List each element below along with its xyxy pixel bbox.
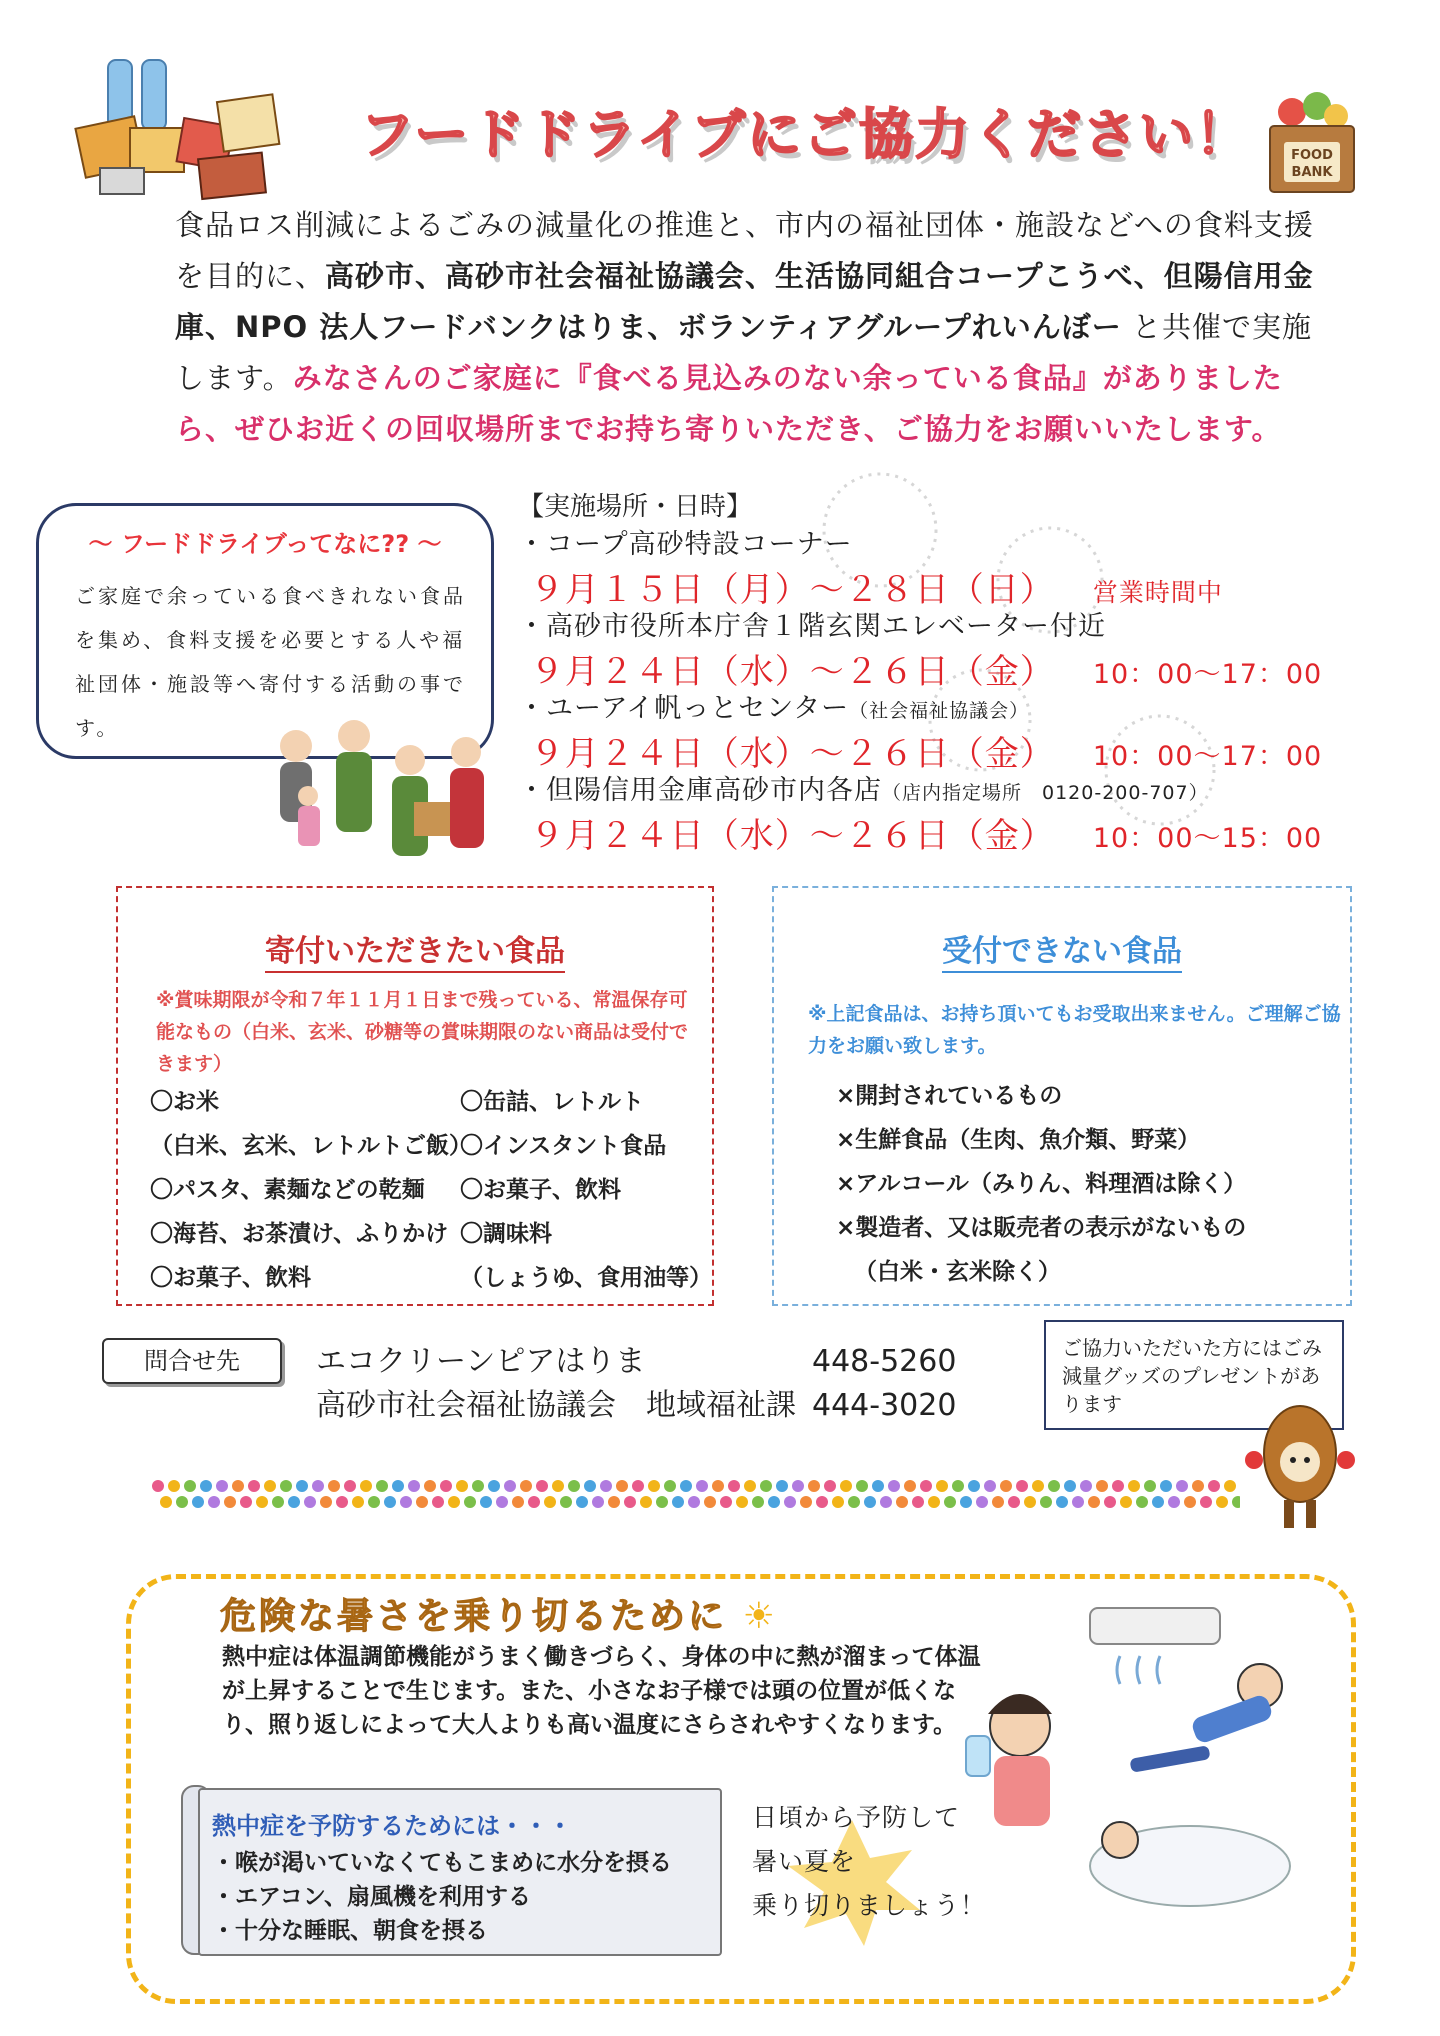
- contact-tel-1: 448-5260: [812, 1344, 957, 1379]
- separator-dot: [728, 1480, 740, 1492]
- bubble-title: ～ フードドライブってなに?? ～: [88, 530, 442, 558]
- bubble-text: ご家庭で余っている食べきれない食品を集め、食料支援を必要とする人や福祉団体・施設等へ寄付する活動の事です。: [75, 584, 466, 740]
- separator-dot: [1168, 1496, 1180, 1508]
- separator-dot: [688, 1496, 700, 1508]
- separator-dot: [1208, 1480, 1220, 1492]
- separator-dot: [1056, 1496, 1068, 1508]
- intro-text-2: と共催で実施します。: [175, 310, 1312, 395]
- separator-dot: [800, 1496, 812, 1508]
- separator-dot: [1152, 1496, 1164, 1508]
- sun-icon: ☀: [742, 1596, 778, 1637]
- separator-dot: [1048, 1480, 1060, 1492]
- separator-dot: [504, 1480, 516, 1492]
- separator-dot: [384, 1496, 396, 1508]
- separator-dot: [736, 1496, 748, 1508]
- separator-dot: [1128, 1480, 1140, 1492]
- list-item: 〇お菓子、飲料: [460, 1177, 621, 1203]
- page-title: フードドライブにご協力ください！: [360, 103, 1252, 166]
- separator-dot: [552, 1480, 564, 1492]
- separator-dot: [1224, 1480, 1236, 1492]
- separator-dot: [512, 1496, 524, 1508]
- volunteers-illustration: [268, 716, 498, 876]
- separator-dot: [1176, 1480, 1188, 1492]
- heatstroke-text: 熱中症は体温調節機能がうまく働きづらく、身体の中に熱が溜まって体温が上昇することで生じます。また、小さなお子様では頭の位置が低くなり、照り返しによって大人よりも高い温度にさらされやすくなります。: [222, 1644, 981, 1738]
- accepted-foods-note: ※賞味期限が令和７年１１月１日まで残っている、常温保存可能なもの（白米、玄米、砂糖等の賞味期限のない商品は受付できます）: [156, 989, 689, 1075]
- separator-dot: [1072, 1496, 1084, 1508]
- separator-dot: [208, 1496, 220, 1508]
- contact-tel-2: 444-3020: [812, 1388, 957, 1423]
- separator-dot: [928, 1496, 940, 1508]
- separator-dot: [296, 1480, 308, 1492]
- separator-dot: [528, 1496, 540, 1508]
- separator-dot: [872, 1480, 884, 1492]
- list-item: 〇パスタ、素麺などの乾麺: [150, 1177, 425, 1203]
- separator-dot: [584, 1480, 596, 1492]
- separator-dot: [944, 1496, 956, 1508]
- list-item: ×アルコール（みりん、料理酒は除く）: [836, 1171, 1247, 1197]
- separator-dot: [936, 1480, 948, 1492]
- separator-dot: [1008, 1496, 1020, 1508]
- separator-dot: [312, 1480, 324, 1492]
- separator-dot: [480, 1496, 492, 1508]
- separator-dot: [976, 1496, 988, 1508]
- accepted-foods-title: 寄付いただきたい食品: [265, 934, 565, 973]
- separator-dot: [1136, 1496, 1148, 1508]
- date-2: ９月２４日（水）～２６日（金） 10：00～17：00: [529, 652, 1323, 692]
- separator-dot: [560, 1496, 572, 1508]
- separator-dot: [744, 1480, 756, 1492]
- list-item: ×製造者、又は販売者の表示がないもの: [836, 1215, 1247, 1241]
- contact-label: 問合せ先: [102, 1338, 282, 1384]
- list-item: （白米、玄米、レトルトご飯）: [150, 1133, 472, 1159]
- separator-dot: [408, 1480, 420, 1492]
- heat-people-illustration: [960, 1596, 1320, 1916]
- separator-dot: [344, 1480, 356, 1492]
- separator-dot: [920, 1480, 932, 1492]
- separator-dot: [792, 1480, 804, 1492]
- separator-dot: [360, 1480, 372, 1492]
- intro-paragraph: [175, 200, 1335, 455]
- date-3: ９月２４日（水）～２６日（金） 10：00～17：00: [529, 734, 1323, 774]
- list-item: （白米・玄米除く）: [854, 1259, 1061, 1285]
- location-1: ・コープ高砂特設コーナー: [518, 529, 853, 560]
- list-item: 〇調味料: [460, 1221, 552, 1247]
- separator-dot: [592, 1496, 604, 1508]
- separator-dot: [824, 1480, 836, 1492]
- list-item: 〇海苔、お茶漬け、ふりかけ: [150, 1221, 449, 1247]
- contact-name-2: 高砂市社会福祉協議会 地域福祉課: [316, 1388, 796, 1423]
- separator-dot: [1016, 1480, 1028, 1492]
- dotted-separator: [150, 1478, 1240, 1512]
- separator-dot: [856, 1480, 868, 1492]
- separator-dot: [264, 1480, 276, 1492]
- separator-dot: [1088, 1496, 1100, 1508]
- gift-notice: ご協力いただいた方にはごみ減量グッズのプレゼントがあります: [1044, 1320, 1344, 1430]
- separator-dot: [392, 1480, 404, 1492]
- separator-dot: [304, 1496, 316, 1508]
- separator-dot: [952, 1480, 964, 1492]
- separator-dot: [600, 1480, 612, 1492]
- separator-dot: [1080, 1480, 1092, 1492]
- rejected-foods-note: ※上記食品は、お持ち頂いてもお受取出来ません。ご理解ご協力をお願い致します。: [808, 1003, 1341, 1057]
- separator-dot: [224, 1496, 236, 1508]
- accepted-foods-right: [460, 1080, 712, 1300]
- food-bank-logo-line2: BANK: [1291, 165, 1333, 180]
- date-1: ９月１５日（月）～２８日（日） 営業時間中: [529, 570, 1223, 610]
- separator-dot: [832, 1496, 844, 1508]
- separator-dot: [240, 1496, 252, 1508]
- intro-organizations: 高砂市、高砂市社会福祉協議会、生活協同組合コープこうべ、但陽信用金庫、NPO 法人フードバンクはりま、ボランティアグループれいんぼー: [175, 259, 1314, 344]
- separator-dot: [272, 1496, 284, 1508]
- separator-dot: [456, 1480, 468, 1492]
- separator-dot: [616, 1480, 628, 1492]
- prevention-title: 熱中症を予防するためには・・・: [212, 1812, 572, 1840]
- separator-dot: [696, 1480, 708, 1492]
- separator-dot: [648, 1480, 660, 1492]
- separator-dot: [448, 1496, 460, 1508]
- separator-dot: [160, 1496, 172, 1508]
- separator-dot: [1104, 1496, 1116, 1508]
- separator-dot: [704, 1496, 716, 1508]
- mascot-illustration: [1240, 1392, 1360, 1542]
- separator-dot: [184, 1480, 196, 1492]
- separator-dot: [376, 1480, 388, 1492]
- separator-dot: [960, 1496, 972, 1508]
- separator-dot: [416, 1496, 428, 1508]
- location-4: ・但陽信用金庫高砂市内各店（店内指定場所 0120-200-707）: [518, 775, 1209, 806]
- separator-dot: [1000, 1480, 1012, 1492]
- separator-dot: [520, 1480, 532, 1492]
- separator-dot: [776, 1480, 788, 1492]
- separator-dot: [432, 1496, 444, 1508]
- contact-list: [316, 1340, 957, 1428]
- time-4: 10：00～15：00: [1092, 823, 1323, 854]
- separator-dot: [320, 1496, 332, 1508]
- separator-dot: [1112, 1480, 1124, 1492]
- contact-name-1: エコクリーンピアはりま: [316, 1344, 646, 1379]
- separator-dot: [752, 1496, 764, 1508]
- separator-dot: [864, 1496, 876, 1508]
- accepted-foods-box: [116, 886, 714, 1306]
- list-item: 〇缶詰、レトルト: [460, 1089, 644, 1115]
- rejected-foods-box: [772, 886, 1352, 1306]
- separator-dot: [328, 1480, 340, 1492]
- separator-dot: [984, 1480, 996, 1492]
- food-bank-box-icon: [1262, 90, 1362, 200]
- time-2: 10：00～17：00: [1092, 659, 1323, 690]
- time-1: 営業時間中: [1092, 578, 1223, 607]
- separator-dot: [656, 1496, 668, 1508]
- summer-message: 日頃から予防して 暑い夏を 乗り切りましょう！: [752, 1803, 987, 1920]
- separator-dot: [672, 1496, 684, 1508]
- separator-dot: [1232, 1496, 1240, 1508]
- separator-dot: [288, 1496, 300, 1508]
- time-3: 10：00～17：00: [1092, 741, 1323, 772]
- separator-dot: [472, 1480, 484, 1492]
- separator-dot: [192, 1496, 204, 1508]
- separator-dot: [968, 1480, 980, 1492]
- separator-dot: [256, 1496, 268, 1508]
- list-item: ×開封されているもの: [836, 1083, 1063, 1109]
- separator-dot: [248, 1480, 260, 1492]
- separator-dot: [1192, 1480, 1204, 1492]
- date-4: ９月２４日（水）～２６日（金） 10：00～15：00: [529, 816, 1323, 856]
- schedule-section: [518, 486, 1418, 856]
- separator-dot: [168, 1480, 180, 1492]
- separator-dot: [992, 1496, 1004, 1508]
- separator-dot: [536, 1480, 548, 1492]
- separator-dot: [632, 1480, 644, 1492]
- separator-dot: [576, 1496, 588, 1508]
- accepted-foods-left: [150, 1080, 472, 1300]
- separator-dot: [464, 1496, 476, 1508]
- separator-dot: [760, 1480, 772, 1492]
- separator-dot: [720, 1496, 732, 1508]
- separator-dot: [216, 1480, 228, 1492]
- separator-dot: [336, 1496, 348, 1508]
- list-item: 〇お菓子、飲料: [150, 1265, 311, 1291]
- separator-dot: [176, 1496, 188, 1508]
- separator-dot: [352, 1496, 364, 1508]
- separator-dot: [152, 1480, 164, 1492]
- prevention-scroll: [178, 1782, 720, 1958]
- list-item: （しょうゆ、食用油等）: [460, 1265, 713, 1291]
- separator-dot: [848, 1496, 860, 1508]
- separator-dot: [880, 1496, 892, 1508]
- separator-dot: [664, 1480, 676, 1492]
- location-2: ・高砂市役所本庁舎１階玄関エレベーター付近: [518, 611, 1106, 642]
- separator-dot: [640, 1496, 652, 1508]
- food-items-illustration: [70, 52, 300, 202]
- separator-dot: [1184, 1496, 1196, 1508]
- location-3: ・ユーアイ帆っとセンター（社会福祉協議会）: [518, 693, 1030, 724]
- separator-dot: [544, 1496, 556, 1508]
- prevention-item-1: ・喉が渇いていなくてもこまめに水分を摂る: [212, 1850, 672, 1876]
- list-item: ×生鮮食品（生肉、魚介類、野菜）: [836, 1127, 1201, 1153]
- separator-dot: [784, 1496, 796, 1508]
- separator-dot: [768, 1496, 780, 1508]
- separator-dot: [368, 1496, 380, 1508]
- rejected-foods-title: 受付できない食品: [942, 934, 1182, 973]
- separator-dot: [1064, 1480, 1076, 1492]
- separator-dot: [440, 1480, 452, 1492]
- separator-dot: [424, 1480, 436, 1492]
- separator-dot: [1144, 1480, 1156, 1492]
- intro-text-1: 食品ロス削減によるごみの減量化の推進と、市内の福祉団体・施設などへの食料支援を目的に、: [175, 208, 1314, 293]
- separator-dot: [888, 1480, 900, 1492]
- separator-dot: [1200, 1496, 1212, 1508]
- separator-dot: [624, 1496, 636, 1508]
- separator-dot: [912, 1496, 924, 1508]
- separator-dot: [568, 1480, 580, 1492]
- separator-dot: [232, 1480, 244, 1492]
- separator-dot: [496, 1496, 508, 1508]
- separator-dot: [904, 1480, 916, 1492]
- separator-dot: [488, 1480, 500, 1492]
- list-item: 〇お米: [150, 1089, 219, 1115]
- separator-dot: [1096, 1480, 1108, 1492]
- separator-dot: [1216, 1496, 1228, 1508]
- prevention-item-3: ・十分な睡眠、朝食を摂る: [212, 1918, 488, 1944]
- separator-dot: [840, 1480, 852, 1492]
- intro-request: みなさんのご家庭に『食べる見込みのない余っている食品』がありましたら、ぜひお近くの回収場所までお持ち寄りいただき、ご協力をお願いいたします。: [175, 361, 1283, 446]
- list-item: 〇インスタント食品: [460, 1133, 667, 1159]
- separator-dot: [1040, 1496, 1052, 1508]
- separator-dot: [1160, 1480, 1172, 1492]
- schedule-heading: 【実施場所・日時】: [518, 492, 753, 522]
- separator-dot: [680, 1480, 692, 1492]
- separator-dot: [200, 1480, 212, 1492]
- separator-dot: [608, 1496, 620, 1508]
- heatstroke-title: 危険な暑さを乗り切るために ☀: [220, 1596, 778, 1637]
- food-bank-logo-line1: FOOD: [1291, 148, 1333, 163]
- separator-dot: [712, 1480, 724, 1492]
- prevention-item-2: ・エアコン、扇風機を利用する: [212, 1884, 532, 1910]
- separator-dot: [1120, 1496, 1132, 1508]
- separator-dot: [816, 1496, 828, 1508]
- separator-dot: [896, 1496, 908, 1508]
- separator-dot: [1032, 1480, 1044, 1492]
- separator-dot: [280, 1480, 292, 1492]
- separator-dot: [400, 1496, 412, 1508]
- separator-dot: [808, 1480, 820, 1492]
- rejected-foods-list: [836, 1074, 1246, 1294]
- separator-dot: [1024, 1496, 1036, 1508]
